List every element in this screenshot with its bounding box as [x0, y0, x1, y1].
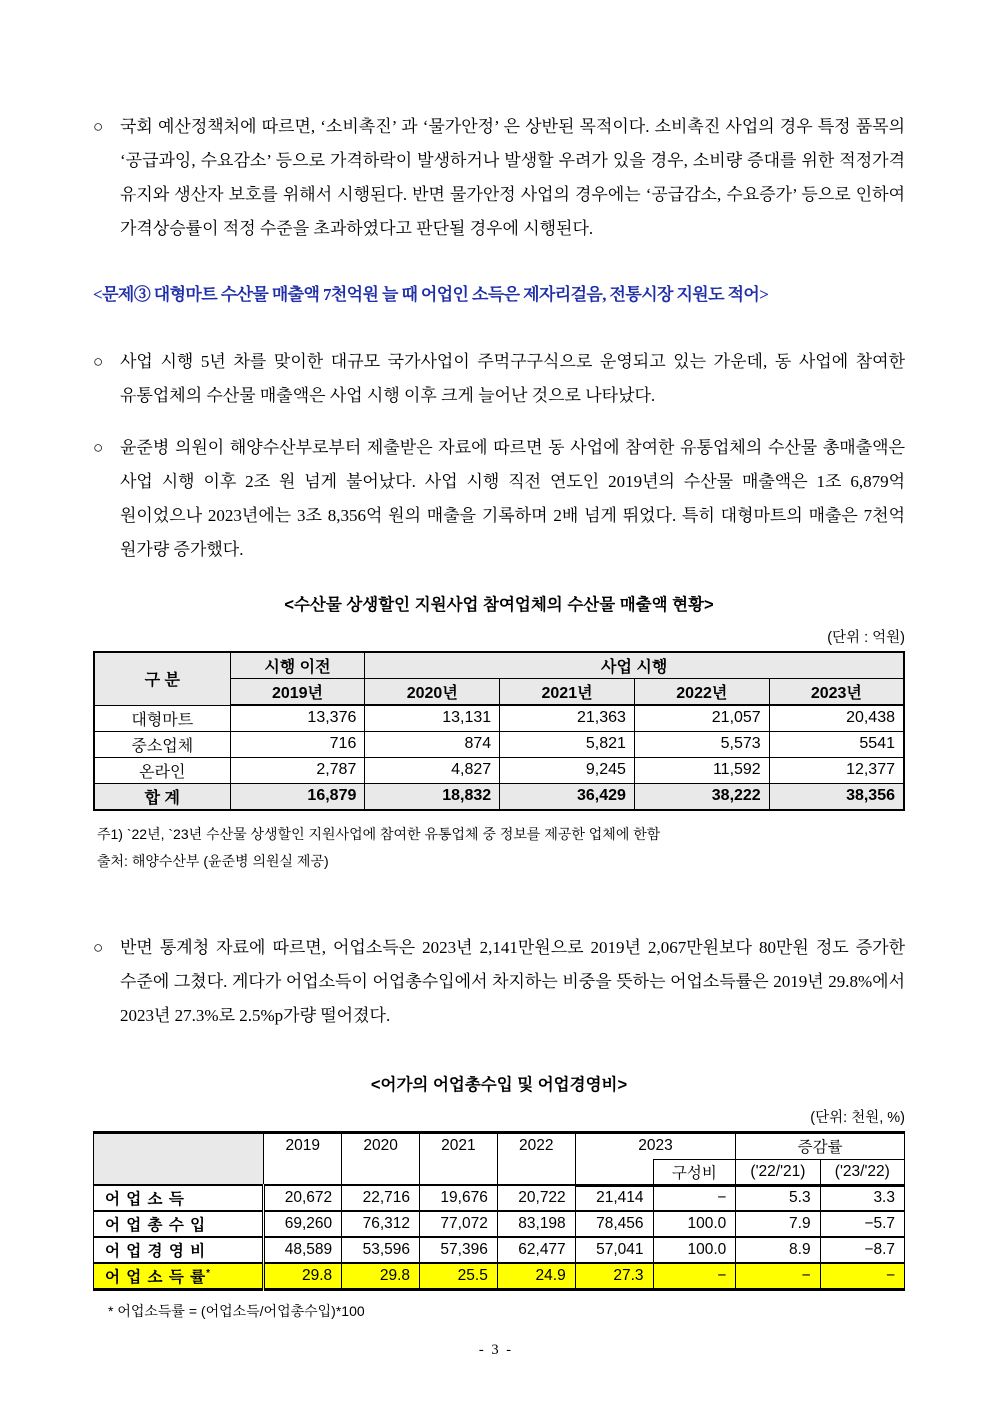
cell-value: 53,596	[342, 1237, 420, 1263]
table-row-income-rate-highlighted	[94, 1263, 905, 1290]
cell-value: −	[653, 1185, 736, 1211]
header-cell-year: 2022년	[634, 679, 769, 706]
cell-value: 874	[365, 731, 500, 757]
cell-value: 38,222	[634, 783, 769, 810]
row-label: 어 업 총 수 입	[94, 1211, 264, 1237]
header-cell-year: 2022	[497, 1132, 575, 1185]
paragraph-text: 국회 예산정책처에 따르면, ‘소비촉진’ 과 ‘물가안정’ 은 상반된 목적이다. 소비촉진 사업의 경우 특정 품목의 ‘공급과잉, 수요감소’ 등으로 가격하락이 발생하거나 발생할 우려가 있을 경우, 소비량 증대를 위한 적정가격 유지와 생산자 보호를 위해서 시행된다. 반면 물가안정 사업의 경우에는 ‘공급감소, 수요증가’ 등으로 인하여 가격상승률이 적정 수준을 초과하였다고 판단될 경우에 시행된다.	[120, 117, 905, 238]
asterisk-superscript: *	[206, 1267, 211, 1279]
cell-value: 20,438	[769, 705, 904, 731]
page-number: - 3 -	[478, 1342, 514, 1358]
header-cell-year-2023: 2023	[575, 1132, 736, 1159]
header-cell-blank	[94, 1132, 264, 1185]
circle-bullet-icon: ○	[93, 438, 104, 457]
circle-bullet-icon: ○	[93, 117, 104, 136]
row-label: 중소업체	[94, 731, 230, 757]
cell-value: 21,057	[634, 705, 769, 731]
cell-value: 18,832	[365, 783, 500, 810]
cell-value: 29.8	[342, 1263, 420, 1290]
table-row-sme	[94, 731, 904, 757]
cell-value: 716	[230, 731, 365, 757]
footnote-source: 출처: 해양수산부 (윤준병 의원실 제공)	[97, 852, 329, 869]
table-row-online	[94, 757, 904, 783]
cell-value: −	[820, 1263, 904, 1290]
cell-value: 21,414	[575, 1185, 653, 1211]
cell-value: 27.3	[575, 1263, 653, 1290]
cell-value: 57,396	[420, 1237, 498, 1263]
cell-value: 9,245	[500, 757, 635, 783]
cell-value: 2,787	[230, 757, 365, 783]
header-cell-change-rate: 증감률	[736, 1132, 905, 1159]
cell-value: 3.3	[820, 1185, 904, 1211]
cell-value: 11,592	[634, 757, 769, 783]
cell-value: 100.0	[653, 1237, 736, 1263]
cell-value: −8.7	[820, 1237, 904, 1263]
cell-value: −5.7	[820, 1211, 904, 1237]
cell-value: 29.8	[264, 1263, 342, 1290]
table-row-operating-cost	[94, 1237, 905, 1263]
row-label: 합 계	[94, 783, 230, 810]
table1-footnotes	[93, 821, 905, 875]
seafood-sales-table	[93, 651, 905, 811]
section-heading-issue3: <문제③ 대형마트 수산물 매출액 7천억원 늘 때 어업인 소득은 제자리걸음, 전통시장 지원도 적어>	[93, 285, 769, 304]
header-cell-year: 2023년	[769, 679, 904, 706]
header-cell-2023-value	[575, 1159, 653, 1185]
paragraph-statistics	[93, 931, 905, 1033]
row-label: 어 업 경 영 비	[94, 1237, 264, 1263]
table-row-hypermarket	[94, 705, 904, 731]
cell-value: −	[736, 1263, 820, 1290]
cell-value: 24.9	[497, 1263, 575, 1290]
row-label: 대형마트	[94, 705, 230, 731]
cell-value: 5.3	[736, 1185, 820, 1211]
cell-value: 83,198	[497, 1211, 575, 1237]
table2-footnote: * 어업소득률 = (어업소득/어업총수입)*100	[108, 1303, 365, 1319]
row-label: 어 업 소 득	[94, 1185, 264, 1211]
header-cell-before: 시행 이전	[230, 652, 365, 679]
header-cell-change-23-22: ('23/'22)	[820, 1159, 904, 1185]
paragraph-sales-growth	[93, 431, 905, 567]
circle-bullet-icon: ○	[93, 937, 104, 957]
table2-unit-label: (단위: 천원, %)	[810, 1109, 905, 1126]
circle-bullet-icon: ○	[93, 352, 104, 371]
cell-value: 5541	[769, 731, 904, 757]
cell-value: 8.9	[736, 1237, 820, 1263]
cell-value: 25.5	[420, 1263, 498, 1290]
cell-value: 16,879	[230, 783, 365, 810]
cell-value: 5,821	[500, 731, 635, 757]
footnote-scope: 주1) `22년, `23년 수산물 상생할인 지원사업에 참여한 유통업체 중 정보를 제공한 업체에 한함	[97, 825, 661, 842]
table-header-row	[94, 652, 904, 679]
header-cell-year: 2019년	[230, 679, 365, 706]
cell-value: 48,589	[264, 1237, 342, 1263]
header-cell-year: 2019	[264, 1132, 342, 1185]
table-row-fishery-income	[94, 1185, 905, 1211]
header-cell-after: 사업 시행	[365, 652, 904, 679]
cell-value: 36,429	[500, 783, 635, 810]
table2-title: <어가의 어업총수입 및 어업경영비>	[370, 1075, 628, 1094]
cell-value: 22,716	[342, 1185, 420, 1211]
cell-value: 21,363	[500, 705, 635, 731]
header-cell-change-22-21: ('22/'21)	[736, 1159, 820, 1185]
header-cell-composition: 구성비	[653, 1159, 736, 1185]
paragraph-program-overview	[93, 345, 905, 413]
header-cell-category: 구 분	[94, 652, 230, 705]
cell-value: 13,376	[230, 705, 365, 731]
header-cell-year: 2021년	[500, 679, 635, 706]
paragraph-budget-office	[93, 110, 905, 246]
cell-value: 19,676	[420, 1185, 498, 1211]
paragraph-text: 사업 시행 5년 차를 맞이한 대규모 국가사업이 주먹구구식으로 운영되고 있는 가운데, 동 사업에 참여한 유통업체의 수산물 매출액은 사업 시행 이후 크게 늘어난 것으로 나타났다.	[120, 352, 905, 405]
cell-value: 13,131	[365, 705, 500, 731]
cell-value: 100.0	[653, 1211, 736, 1237]
row-label: 어 업 소 득 률*	[94, 1263, 264, 1290]
paragraph-text: 반면 통계청 자료에 따르면, 어업소득은 2023년 2,141만원으로 2019년 2,067만원보다 80만원 정도 증가한 수준에 그쳤다. 게다가 어업소득이 어업총수입에서 차지하는 비중을 뜻하는 어업소득률은 2019년 29.8%에서 2023년 27.3%로 2.5%p가량 떨어졌다.	[120, 937, 905, 1025]
cell-value: 78,456	[575, 1211, 653, 1237]
table1-title: <수산물 상생할인 지원사업 참여업체의 수산물 매출액 현황>	[284, 596, 714, 614]
header-cell-year: 2021	[420, 1132, 498, 1185]
header-cell-year: 2020	[342, 1132, 420, 1185]
table-header-row	[94, 1132, 905, 1159]
cell-value: 20,672	[264, 1185, 342, 1211]
cell-value: 20,722	[497, 1185, 575, 1211]
table1-unit-label: (단위 : 억원)	[827, 630, 905, 646]
cell-value: 62,477	[497, 1237, 575, 1263]
cell-value: 4,827	[365, 757, 500, 783]
paragraph-text: 윤준병 의원이 해양수산부로부터 제출받은 자료에 따르면 동 사업에 참여한 유통업체의 수산물 총매출액은 사업 시행 이후 2조 원 넘게 불어났다. 사업 시행 직전 연도인 2019년의 수산물 매출액은 1조 6,879억 원이었으나 2023년에는 3조 8,356억 원의 매출을 기록하며 2배 넘게 뛰었다. 특히 대형마트의 매출은 7천억 원가량 증가했다.	[120, 438, 905, 559]
table-row-total	[94, 783, 904, 810]
cell-value: 76,312	[342, 1211, 420, 1237]
cell-value: 12,377	[769, 757, 904, 783]
cell-value: 69,260	[264, 1211, 342, 1237]
header-cell-year: 2020년	[365, 679, 500, 706]
cell-value: 38,356	[769, 783, 904, 810]
cell-value: 5,573	[634, 731, 769, 757]
cell-value: 77,072	[420, 1211, 498, 1237]
cell-value: −	[653, 1263, 736, 1290]
cell-value: 7.9	[736, 1211, 820, 1237]
row-label: 온라인	[94, 757, 230, 783]
table-row-gross-income	[94, 1211, 905, 1237]
cell-value: 57,041	[575, 1237, 653, 1263]
page-content	[0, 110, 992, 1321]
fishery-income-table	[93, 1131, 905, 1292]
